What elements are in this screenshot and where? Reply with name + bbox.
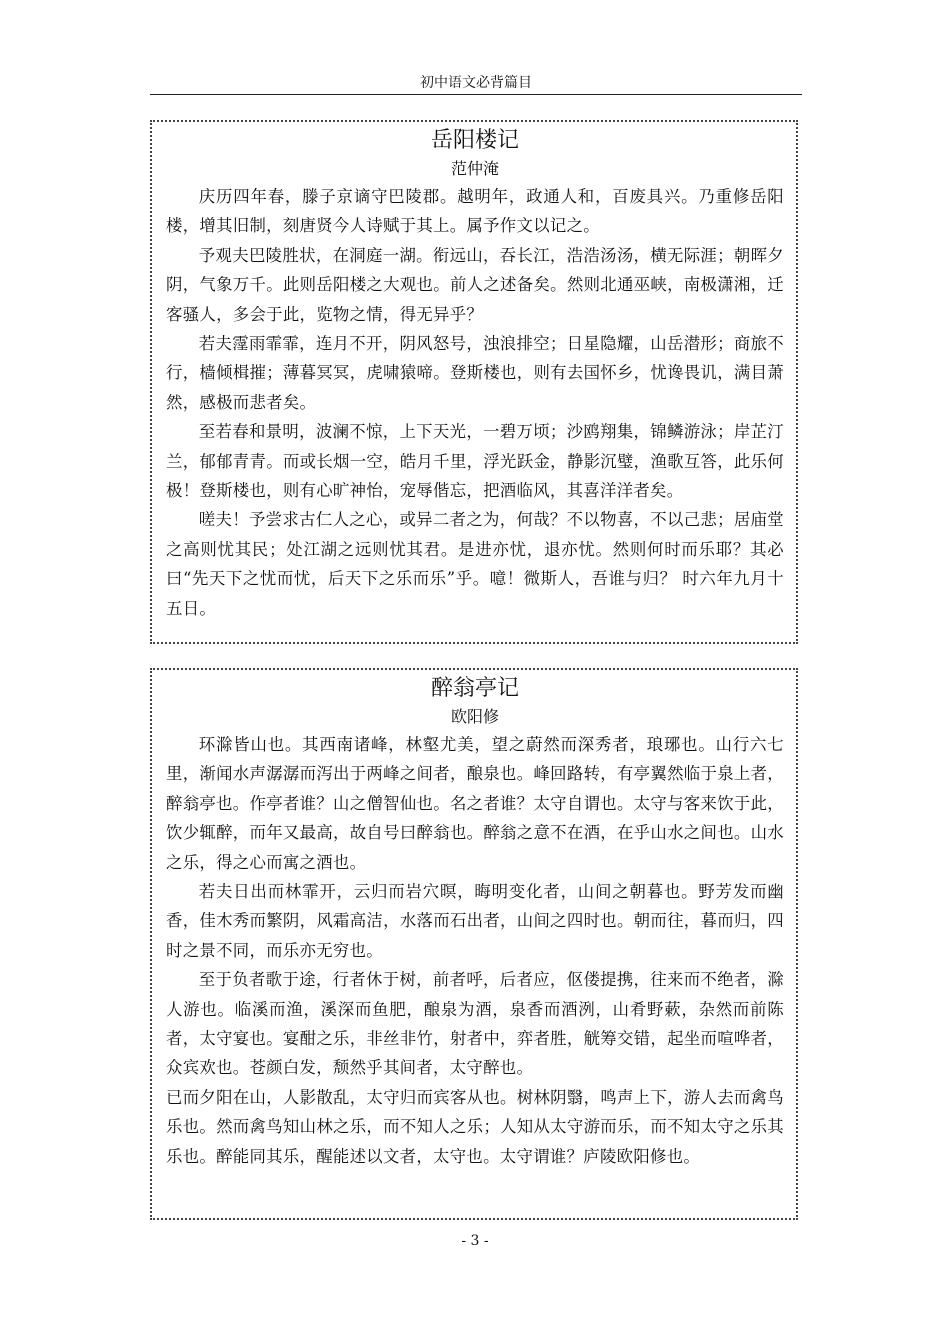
article-title: 岳阳楼记: [430, 128, 519, 153]
page-header: [150, 74, 802, 95]
article-box-zuiwengting: [150, 668, 798, 1220]
article-paragraph: 若夫日出而林霏开，云归而岩穴暝，晦明变化者，山间之朝暮也。野芳发而幽香，佳木秀而繁阴，风霜高洁，水落而石出者，山间之四时也。朝而往，暮而归，四时之景不同，而乐亦无穷也。: [166, 882, 784, 960]
article-paragraph: 已而夕阳在山，人影散乱，太守归而宾客从也。树林阴翳，鸣声上下，游人去而禽鸟乐也。然而禽鸟知山林之乐，而不知人之乐；人知从太守游而乐，而不知太守之乐其乐也。醉能同其乐，醒能述以文者，太守也。太守谓谁？庐陵欧阳修也。: [166, 1087, 784, 1166]
article-paragraph: 嗟夫！予尝求古仁人之心，或异二者之为，何哉？不以物喜，不以己悲；居庙堂之高则忧其民；处江湖之远则忧其君。是进亦忧，退亦忧。然则何时而乐耶？其必曰“先天下之忧而忧，后天下之乐而乐”乎。噫！微斯人，吾谁与归？ 时六年九月十五日。: [166, 510, 784, 618]
article-author: 范仲淹: [450, 159, 499, 178]
article-paragraph: 至于负者歌于途，行者休于树，前者呼，后者应，伛偻提携，往来而不绝者，滁人游也。临溪而渔，溪深而鱼肥，酿泉为酒，泉香而酒洌，山肴野蔌，杂然而前陈者，太守宴也。宴酣之乐，非丝非竹，射者中，弈者胜，觥筹交错，起坐而喧哗者，众宾欢也。苍颜白发，颓然乎其间者，太守醉也。: [166, 970, 784, 1078]
article-title: 醉翁亭记: [430, 676, 519, 701]
article-box-yueyanglou: [150, 120, 798, 644]
article-paragraph: 若夫霪雨霏霏，连月不开，阴风怒号，浊浪排空；日星隐耀，山岳潜形；商旅不行，樯倾楫摧；薄暮冥冥，虎啸猿啼。登斯楼也，则有去国怀乡，忧谗畏讥，满目萧然，感极而悲者矣。: [166, 334, 784, 412]
article-paragraph: 庆历四年春，滕子京谪守巴陵郡。越明年，政通人和，百废具兴。乃重修岳阳楼，增其旧制，刻唐贤今人诗赋于其上。属予作文以记之。: [166, 187, 784, 236]
page-number: - 3 -: [461, 1233, 489, 1249]
article-paragraph: 环滁皆山也。其西南诸峰，林壑尤美，望之蔚然而深秀者，琅琊也。山行六七里，渐闻水声潺潺而泻出于两峰之间者，酿泉也。峰回路转，有亭翼然临于泉上者，醉翁亭也。作亭者谁？山之僧智仙也。名之者谁？太守自谓也。太守与客来饮于此，饮少辄醉，而年又最高，故自号曰醉翁也。醉翁之意不在酒，在乎山水之间也。山水之乐，得之心而寓之酒也。: [166, 735, 784, 872]
article-author: 欧阳修: [450, 707, 499, 726]
article-paragraph: 至若春和景明，波澜不惊，上下天光，一碧万顷；沙鸥翔集，锦鳞游泳；岸芷汀兰，郁郁青青。而或长烟一空，皓月千里，浮光跃金，静影沉璧，渔歌互答，此乐何极！登斯楼也，则有心旷神怡，宠辱偕忘，把酒临风，其喜洋洋者矣。: [166, 422, 784, 501]
article-paragraph: 予观夫巴陵胜状，在洞庭一湖。衔远山，吞长江，浩浩汤汤，横无际涯；朝晖夕阴，气象万千。此则岳阳楼之大观也。前人之述备矣。然则北通巫峡，南极潇湘，迁客骚人，多会于此，览物之情，得无异乎？: [166, 245, 784, 324]
page-footer: [0, 1232, 950, 1250]
header-title: 初中语文必背篇目: [420, 75, 532, 91]
